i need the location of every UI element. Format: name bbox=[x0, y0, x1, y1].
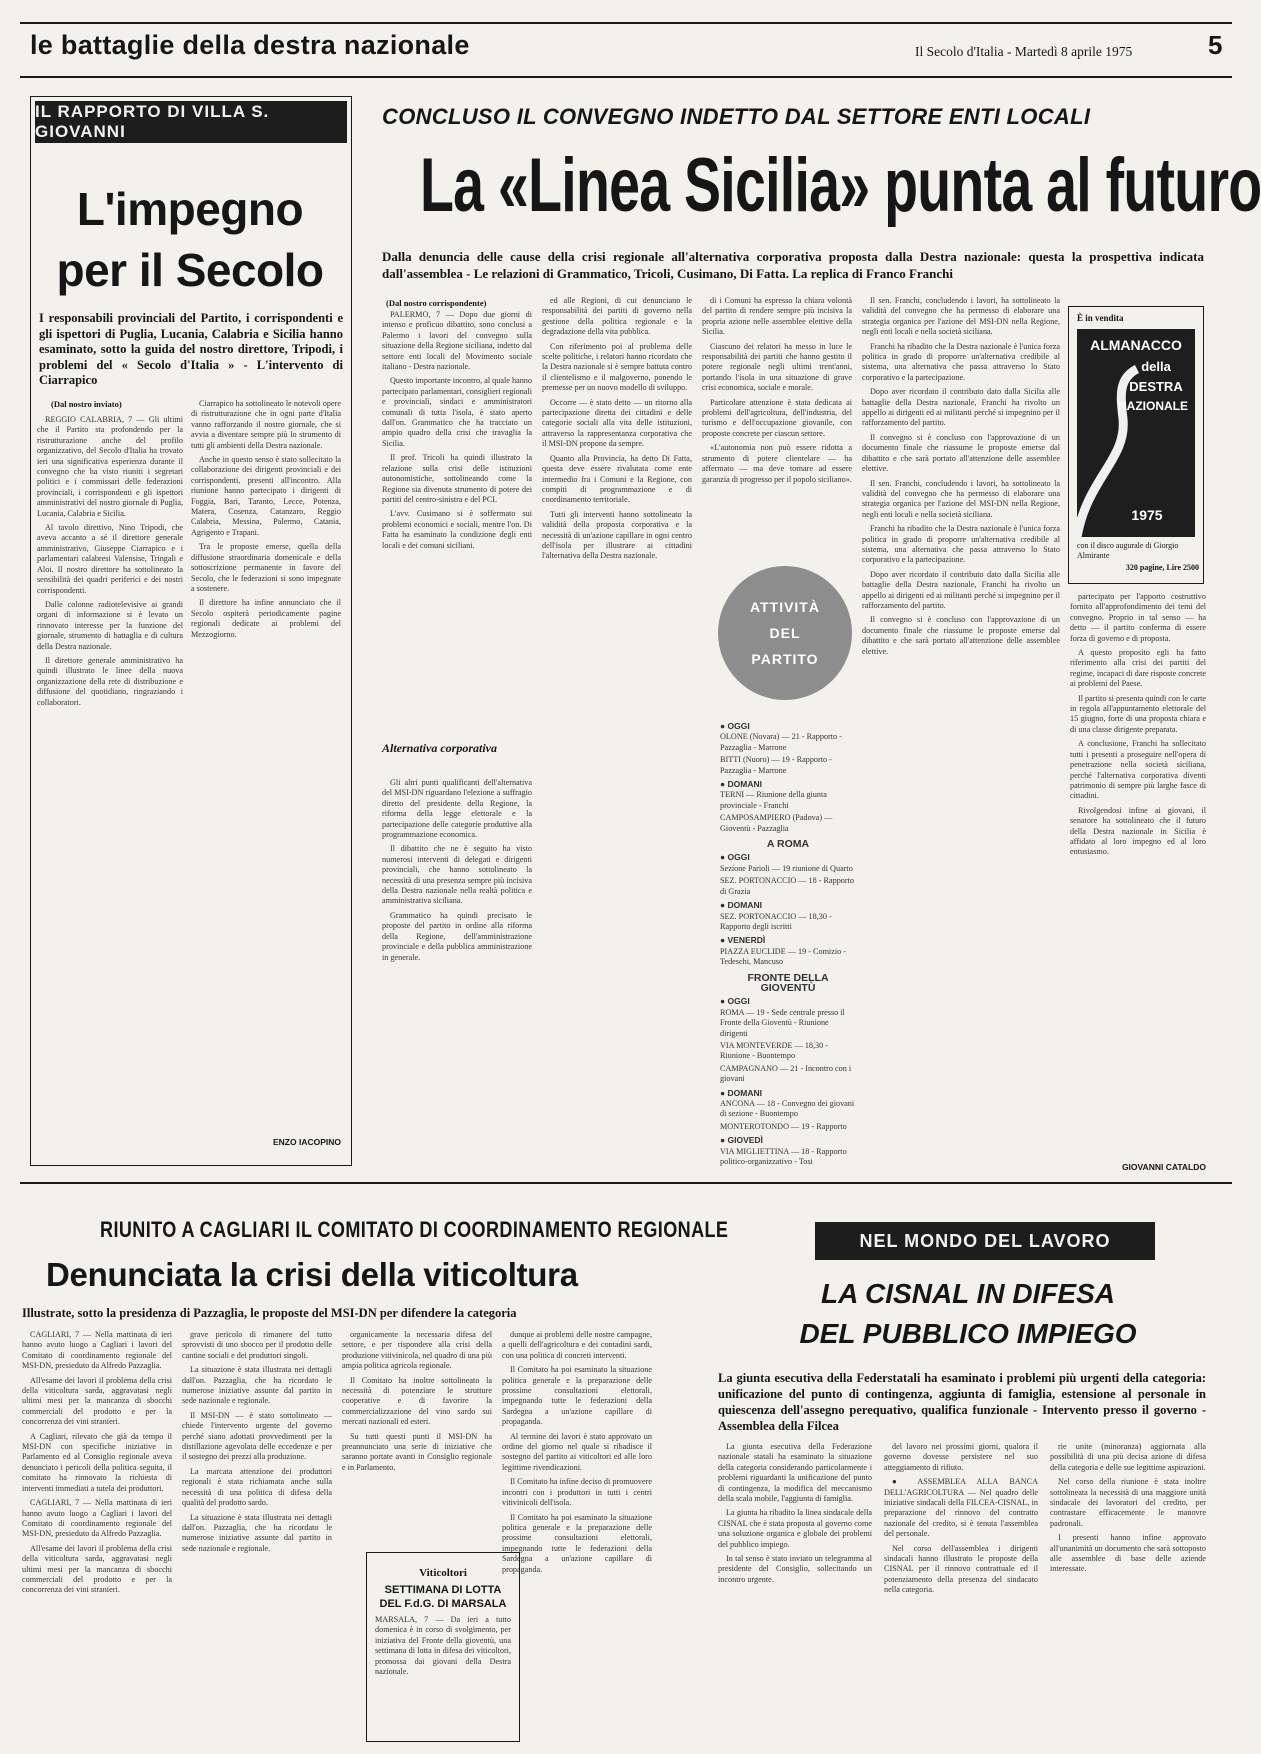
main-article-headline: La «Linea Sicilia» punta al futuro bbox=[420, 143, 1261, 228]
list-item: BITTI (Nuoro) — 19 - Rapporto - Pazzaglia - Marrone bbox=[720, 755, 832, 775]
main-article-column-2: ed alle Regioni, di cui denunciano le responsabilità dei partiti di governo nella gestione della politica regionale e la degradazione della vita pubblica. Con riferimento poi al problema delle scelte politiche, i relatori hanno ricordato che la Destra nazionale si è sempre battuta contro il clientelismo e il malgoverno, ponendo le premesse per un nuovo modello di sviluppo. Occorre — è stato detto — un ritorno alla partecipazione diretta dei cittadini e delle categorie sociali alla vita delle istituzioni, attraverso la rappresentanza corporativa che il MSI-DN propone da sempre. Quanto alla Provincia, ha detto Di Fatta, questa deve essere rivalutata come ente intermedio fra i Comuni e la Regione, con compiti di programmazione e di coordinamento territoriale. Tutti gli interventi hanno sottolineato la validità della proposta corporativa e la necessità di un'azione capillare in ogni centro dell'isola per illustrare ai cittadini l'alternativa della Destra nazionale. bbox=[542, 296, 692, 561]
left-article-summary: I responsabili provinciali del Partito, i corrispondenti e gli ispettori di Puglia, Lucania, Calabria e Sicilia hanno esaminato, sotto la guida del nostro direttore, Tripodi, i problemi del « Secolo d'Italia » - L'intervento di Ciarrapico bbox=[39, 311, 343, 387]
almanac-caption: con il disco augurale di Giorgio Almirante bbox=[1077, 541, 1179, 560]
main-article-subhead: Alternativa corporativa bbox=[382, 741, 497, 755]
list-item: ROMA — 19 - Sede centrale presso il Fronte della Gioventù - Riunione dirigenti bbox=[720, 1007, 845, 1038]
main-article-byline: (Dal nostro corrispondente) bbox=[386, 298, 487, 308]
party-activity-badge-line3: PARTITO bbox=[751, 651, 819, 667]
almanac-title-line1: ALMANACCO bbox=[1090, 337, 1182, 353]
list-item: VIA MIGLIETTINA — 18 - Rapporto politico-organizzativo - Tosi bbox=[720, 1146, 847, 1167]
lower-left-kicker: RIUNITO A CAGLIARI IL COMITATO DI COORDINAMENTO REGIONALE bbox=[100, 1217, 729, 1242]
lower-right-column-1: La giunta esecutiva della Federazione nazionale statali ha esaminato la situazione della categoria considerando particolarmente i problemi riguardanti la unificazione del punto di contingenza, la modifica del meccanismo della scala mobile, l'aggiunta di famiglia. La giunta ha ribadito la linea sindacale della CISNAL che è stata proposta al governo come una soluzione organica e globale dei problemi del pubblico impiego. In tal senso è stato inviato un telegramma al presidente del Consiglio, sollecitando un incontro urgente. bbox=[718, 1442, 872, 1584]
list-item: VIA MONTEVERDE — 18,30 - Riunione - Buontempo bbox=[720, 1040, 829, 1061]
viticoltori-title: Viticoltori bbox=[419, 1567, 467, 1579]
lower-left-column-4: dunque ai problemi delle nostre campagne, a quelli dell'agricoltura e dei contadini sardi, con una politica di concreti interventi. Il Comitato ha poi esaminato la situazione politica generale e la preparazione delle prossime consultazioni elettorali, impegnando tutte le federazioni della Sardegna a un'azione capillare di propaganda. Al termine dei lavori è stato approvato un ordine del giorno nel quale si ribadisce il sostegno del partito ai viticoltori ed alle loro legittime rivendicazioni. Il Comitato ha infine deciso di promuovere incontri con i produttori in tutti i centri vitivinicoli dell'isola. Il Comitato ha poi esaminato la situazione politica generale e la preparazione delle prossime consultazioni elettorali, impegnando tutte le federazioni della Sardegna a un'azione capillare di propaganda. bbox=[502, 1330, 652, 1574]
list-item: ANCONA — 18 - Convegno dei giovani di sezione - Buontempo bbox=[720, 1099, 855, 1119]
list-item: TERNI — Riunione della giunta provinciale - Franchi bbox=[720, 790, 827, 810]
almanac-title-line3: DESTRA bbox=[1129, 379, 1183, 394]
main-article-column-4: Il sen. Franchi, concludendo i lavori, ha sottolineato la validità del convegno che ha permesso di elaborare una strategia organica per l'azione del MSI-DN nella Regione, negli enti locali e nella società siciliana. Franchi ha ribadito che la Destra nazionale è l'unica forza politica in grado di proporre un'alternativa credibile al sistema, una alternativa che passa attraverso lo Stato corporativo e la partecipazione. Dopo aver ricordato il contributo dato dalla Sicilia alle battaglie della Destra nazionale, Franchi ha rivolto un appello ai dirigenti ed ai militanti perché si impegnino per il rafforzamento del partito. Il convegno si è concluso con l'approvazione di un documento finale che riassume le proposte emerse dal dibattito e che sarà portato all'attenzione delle assemblee elettive. Il sen. Franchi, concludendo i lavori, ha sottolineato la validità del convegno che ha permesso di elaborare una strategia organica per l'azione del MSI-DN nella Regione, negli enti locali e nella società siciliana. Franchi ha ribadito che la Destra nazionale è l'unica forza politica in grado di proporre un'alternativa credibile al sistema, una alternativa che passa attraverso lo Stato corporativo e la partecipazione. Dopo aver ricordato il contributo dato dalla Sicilia alle battaglie della Destra nazionale, Franchi ha rivolto un appello ai dirigenti ed ai militanti perché si impegnino per il rafforzamento del partito. Il convegno si è concluso con l'approvazione di un documento finale che riassume le proposte emerse dal dibattito e che sarà portato all'attenzione delle assemblee elettive. bbox=[862, 296, 1060, 656]
main-article-column-1: PALERMO, 7 — Dopo due giorni di intenso e proficuo dibattito, sono conclusi a Palermo i lavori del convegno sulla situazione della Regione siciliana, indetto dal settore enti locali del Movimento sociale italiano - Destra nazionale. Questo importante incontro, al quale hanno partecipato parlamentari, consiglieri regionali e provinciali, sindaci e amministratori comunali di tutta l'isola, è stato aperto dall'on. Grammatico che ha tracciato un ampio quadro della crisi che travaglia la Sicilia. Il prof. Tricoli ha quindi illustrato la relazione sulla crisi delle istituzioni autonomistiche, sottolineando come la Regione sia divenuta strumento di potere dei partiti del centro-sinistra e del PCI. L'avv. Cusimano si è soffermato sui problemi economici e sociali, mentre l'on. Di Fatta ha esaminato la condizione degli enti locali e dei comuni siciliani. bbox=[382, 310, 532, 550]
lower-right-headline-line1: LA CISNAL IN DIFESA bbox=[820, 1278, 1115, 1309]
almanac-ad bbox=[1068, 306, 1204, 584]
main-article-column-5: partecipato per l'apporto costruttivo fornito all'approfondimento dei temi del convegno. Proprio in tal senso — ha detto — il partito conferma di essere forza di governo e di proposta. A questo proposito egli ha fatto riferimento alla crisi dei partiti del regime, incapaci di dare risposte concrete ai problemi del Paese. Il partito si presenta quindi con le carte in regola all'appuntamento elettorale del 15 giugno, forte di una proposta chiara e di una classe dirigente preparata. A conclusione, Franchi ha sollecitato tutti i presenti a proseguire nell'opera di penetrazione nella società siciliana, perché l'alternativa corporativa diventi patrimonio di sempre più larghe fasce di cittadini. Rivolgendosi infine ai giovani, il senatore ha sottolineato che il futuro della Destra nazionale in Sicilia è affidato al loro impegno ed al loro entusiasmo. bbox=[1070, 592, 1206, 857]
left-article-title-line2: per il Secolo bbox=[56, 244, 324, 296]
viticoltori-subtitle: SETTIMANA DI LOTTA DEL F.d.G. DI MARSALA bbox=[379, 1584, 507, 1610]
left-article-byline: (Dal nostro inviato) bbox=[51, 399, 122, 409]
section-title: le battaglie della destra nazionale bbox=[30, 30, 470, 60]
page-number: 5 bbox=[1208, 30, 1223, 60]
list-item: Sezione Parioli — 19 riunione di Quarto bbox=[720, 863, 853, 873]
main-article-column-3: di i Comuni ha espresso la chiara volontà del partito di rendere sempre più incisiva la propria azione nelle assemblee elettive della Sicilia. Ciascuno dei relatori ha messo in luce le responsabilità dei partiti che hanno gestito il potere regionale negli ultimi trent'anni, portando l'isola in una situazione di grave crisi economica, sociale e morale. Particolare attenzione è stata dedicata ai problemi dell'agricoltura, dell'industria, del turismo e dell'occupazione giovanile, con proposte concrete per ciascun settore. «L'autonomia non può essere ridotta a strumento di potere clientelare — ha affermato — ma deve tornare ad essere garanzia di progresso per il popolo siciliano». bbox=[702, 296, 852, 484]
left-article-column-1: REGGIO CALABRIA, 7 — Gli ultimi che il Partito sta profondendo per la ristrutturazione anche del profilo organizzativo, del Secolo d'Italia ha trovato ieri una significativa esperienza durante il convegno che ha visto riuniti i segretari politici e i commissari delle federazioni provinciali, i corrispondenti e gli ispettori amministrativi del nostro giornale di Puglia, Lucania, Calabria e Sicilia. Al tavolo direttivo, Nino Tripodi, che aveva accanto a sé il direttore generale amministrativo, Giuseppe Ciarrapico e i parlamentari calabresi Valensise, Tringali e Aloi. Il nostro direttore ha sottolineato la sensibilità dei quadri periferici e dei nostri corrispondenti. Dalle colonne radiotelevisive ai grandi organi di informazione si è levato un rinnovato interesse per la funzione del giornale, strumento di battaglia e di cultura della Destra nazionale. Il direttore generale amministrativo ha quindi illustrato le linee della nuova organizzazione della rete di distribuzione e diffusione del quotidiano, ringraziando i collaboratori. bbox=[37, 415, 183, 707]
list-item: MONTEROTONDO — 19 - Rapporto bbox=[720, 1121, 847, 1131]
main-article-column-1b: Gli altri punti qualificanti dell'alternativa del MSI-DN riguardano l'elezione a suffragio diretto del presidente della Regione, la riforma della legge elettorale e la partecipazione delle categorie produttive alla programmazione economica. Il dibattito che ne è seguito ha visto numerosi interventi di delegati e dirigenti provinciali, che hanno sottolineato la necessità di una presenza sempre più incisiva della Destra nazionale nella realtà politica e amministrativa siciliana. Grammatico ha quindi precisato le proposte del partito in ordine alla riforma della Regione, dell'amministrazione provinciale e della pubblica amministrazione in generale. bbox=[382, 778, 532, 962]
left-article bbox=[30, 96, 352, 1166]
left-article-column-2: Ciarrapico ha sottolineato le notevoli opere di ristrutturazione che in ogni parte d'Italia vanno rafforzando il nostro giornale, che si avvia a diventare sempre più lo strumento di tutti gli ambienti della Destra nazionale. Anche in questo senso è stato sollecitato la collaborazione dei dirigenti provinciali e dei corrispondenti, presenti all'incontro. Alla riunione hanno partecipato i dirigenti di Foggia, Bari, Taranto, Lecce, Potenza, Matera, Cosenza, Catanzaro, Reggio Calabria, Messina, Palermo, Catania, Agrigento e Trapani. Tra le proposte emerse, quella della diffusione straordinaria domenicale e della sottoscrizione permanente in favore del Secolo, che le federazioni si sono impegnate a sostenere. Il direttore ha infine annunciato che il Secolo ospiterà periodicamente pagine regionali dedicate ai problemi del Mezzogiorno. bbox=[191, 399, 341, 639]
viticoltori-box bbox=[366, 1552, 520, 1742]
main-article-signature: GIOVANNI CATALDO bbox=[1121, 1162, 1206, 1172]
lower-right-column-2: del lavoro nei prossimi giorni, qualora il governo dovesse persistere nel suo atteggiamento di rifiuto. ● ASSEMBLEA ALLA BANCA DELL'AGRICOLTURA — Nel quadro delle iniziative sindacali della FILCEA-CISNAL, in preparazione del rinnovo del contratto nazionale del credito, si è tenuta l'assemblea del personale. Nel corso dell'assemblea i dirigenti sindacali hanno illustrato le proposte della CISNAL per il rinnovo contrattuale ed il potenziamento della presenza del sindacato nella categoria. bbox=[884, 1442, 1038, 1595]
list-item: SEZ. PORTONACCIO — 18 - Rapporto di Grazia bbox=[720, 876, 854, 896]
lower-left-kicker-box bbox=[100, 1216, 729, 1244]
party-activity-badge-line1: ATTIVITÀ bbox=[750, 599, 820, 615]
almanac-ad-header: È in vendita bbox=[1077, 313, 1124, 323]
party-activity-list: ● OGGI OLONE (Novara) — 21 - Rapporto - Pazzaglia - Marrone BITTI (Nuoro) — 19 - Rapporto - Pazzaglia - Marrone ● DOMANI TERNI — Riunione della giunta provinciale - Franchi CAMPOSAMPIERO (Padova) — Gioventù - Pazzaglia A ROMA ● OGGI Sezione Parioli — 19 riunione di Quarto SEZ. PORTONACCIO — 18 - Rapporto di Grazia ● DOMANI SEZ. PORTONACCIO — 18,30 - Rapporto degli iscritti ● VENERDÌ PIAZZA EUCLIDE — 19 - Comizio - Tedeschi, Mancuso FRONTE DELLA GIOVENTÙ ● OGGI ROMA — 19 - Sede centrale presso il Fronte della Gioventù - Riunione dirigenti VIA MONTEVERDE — 18,30 - Riunione - Buontempo CAMPAGNANO — 21 - Incontro con i giovani ● DOMANI ANCONA — 18 - Convegno dei giovani di sezione - Buontempo MONTEROTONDO — 19 - Rapporto ● GIOVEDÌ VIA MIGLIETTINA — 18 - Rapporto politico-organizzativo - Tosi bbox=[720, 721, 855, 1167]
main-article-headline-box bbox=[420, 140, 1261, 236]
party-activity-badge-line2: DEL bbox=[769, 625, 801, 641]
lower-right-kicker: NEL MONDO DEL LAVORO bbox=[815, 1222, 1155, 1260]
party-activity-badge bbox=[718, 566, 852, 700]
list-item: SEZ. PORTONACCIO — 18,30 - Rapporto degli iscritti bbox=[720, 911, 832, 931]
lower-right-deck: La giunta esecutiva della Federstatali ha esaminato i problemi più urgenti della categoria: unificazione del punto di contingenza, aggiunta di famiglia, estensione al personale in quiescenza dell'assegno perequativo, qualifica funzionale - Intervento presso il governo - Assemblea della Filcea bbox=[718, 1371, 1206, 1433]
lower-left-column-3: organicamente la necessaria difesa del settore, e per rispondere alla crisi della produzione vitivinicola, nel quadro di una più ampia politica agricola regionale. Il Comitato ha inoltre sottolineato la necessità di potenziare le strutture cooperative e di favorire la commercializzazione del vino sardo sui mercati nazionali ed esteri. Su tutti questi punti il MSI-DN ha preannunciato una serie di iniziative che saranno portate avanti in Consiglio regionale e in Parlamento. bbox=[342, 1330, 492, 1472]
lower-left-column-1: CAGLIARI, 7 — Nella mattinata di ieri hanno avuto luogo a Cagliari i lavori del Comitato di coordinamento regionale del MSI-DN, presieduto da Alfredo Pazzaglia. All'esame dei lavori il problema della crisi della viticoltura sarda, aggravatasi negli ultimi mesi per la mancanza di sbocchi commerciali del prodotto e per la concorrenza dei vini stranieri. A Cagliari, rilevato che già da tempo il MSI-DN con specifiche iniziative in Parlamento ed al Consiglio regionale aveva denunciato i pericoli della politica seguita, il comitato ha rinnovato la richiesta di interventi immediati a tutela dei produttori. CAGLIARI, 7 — Nella mattinata di ieri hanno avuto luogo a Cagliari i lavori del Comitato di coordinamento regionale del MSI-DN, presieduto da Alfredo Pazzaglia. All'esame dei lavori il problema della crisi della viticoltura sarda, aggravatasi negli ultimi mesi per la mancanza di sbocchi commerciali del prodotto e per la concorrenza dei vini stranieri. bbox=[22, 1330, 172, 1595]
left-article-title-line1: L'impegno bbox=[76, 183, 304, 235]
masthead-date: Il Secolo d'Italia - Martedì 8 aprile 1975 bbox=[915, 44, 1133, 59]
list-item: OLONE (Novara) — 21 - Rapporto - Pazzaglia - Marrone bbox=[720, 732, 842, 752]
almanac-title-line2: della bbox=[1141, 359, 1171, 374]
main-article-kicker: CONCLUSO IL CONVEGNO INDETTO DAL SETTORE ENTI LOCALI bbox=[382, 104, 1091, 129]
lower-right-column-3: rie unite (minoranza) aggiornata alla possibilità di una più decisa azione di difesa della categoria e delle sue legittime aspirazioni. Nel corso della riunione è stata inoltre sottolineata la necessità di una maggiore unità sindacale dei lavoratori del credito, per contrastare efficacemente le manovre padronali. I presenti hanno infine approvato all'unanimità un documento che sarà sottoposto alle assemblee di base delle aziende interessate. bbox=[1050, 1442, 1206, 1574]
almanac-price: 320 pagine, Lire 2500 bbox=[1125, 563, 1199, 572]
left-article-signature: ENZO IACOPINO bbox=[272, 1137, 341, 1147]
list-item: CAMPOSAMPIERO (Padova) — Gioventù - Pazzaglia bbox=[720, 813, 833, 833]
list-item: CAMPAGNANO — 21 - Incontro con i giovani bbox=[720, 1063, 852, 1084]
list-item: PIAZZA EUCLIDE — 19 - Comizio - Tedeschi, Mancuso bbox=[720, 946, 846, 967]
lower-left-deck: Illustrate, sotto la presidenza di Pazzaglia, le proposte del MSI-DN per difendere la categoria bbox=[22, 1306, 517, 1320]
almanac-title-line4: NAZIONALE bbox=[1118, 399, 1188, 413]
lower-left-headline: Denunciata la crisi della viticoltura bbox=[46, 1256, 578, 1293]
main-article-deck: Dalla denuncia delle cause della crisi regionale all'alternativa corporativa proposta dalla Destra nazionale: questa la prospettiva indicata dall'assemblea - Le relazioni di Grammatico, Tricoli, Cusimano, Di Fatta. La replica di Franco Franchi bbox=[382, 249, 1204, 281]
party-activity-heading-fronte: FRONTE DELLA GIOVENTÙ bbox=[747, 971, 829, 994]
left-article-kicker: IL RAPPORTO DI VILLA S. GIOVANNI bbox=[35, 101, 347, 143]
party-activity-heading-roma: A ROMA bbox=[766, 838, 810, 851]
lower-left-column-2: grave pericolo di rimanere del tutto sprovvisti di uno sbocco per il prodotto delle cantine sociali e dei produttori singoli. La situazione è stata illustrata nei dettagli dall'on. Pazzaglia, che ha ricordato le numerose iniziative assunte dal partito in sede nazionale e regionale. Il MSI-DN — è stato sottolineato — chiede l'intervento urgente del governo perché siano adottati provvedimenti per la distillazione agevolata delle eccedenze e per il sostegno dei prezzi alla produzione. La marcata attenzione dei produttori regionali è stata richiamata anche sulla necessità di una politica di difesa della qualità del prodotto sardo. La situazione è stata illustrata nei dettagli dall'on. Pazzaglia, che ha ricordato le numerose iniziative assunte dal partito in sede nazionale e regionale. bbox=[182, 1330, 332, 1553]
lower-right-headline-line2: DEL PUBBLICO IMPIEGO bbox=[799, 1318, 1137, 1349]
viticoltori-text: MARSALA, 7 — Da ieri a tutto domenica è in corso di svolgimento, per iniziativa del Fronte della gioventù, una settimana di lotta in difesa dei viticoltori, promossa dai giovani della Destra nazionale. bbox=[375, 1615, 511, 1677]
almanac-year: 1975 bbox=[1131, 507, 1163, 523]
almanac-cover bbox=[1077, 329, 1195, 537]
